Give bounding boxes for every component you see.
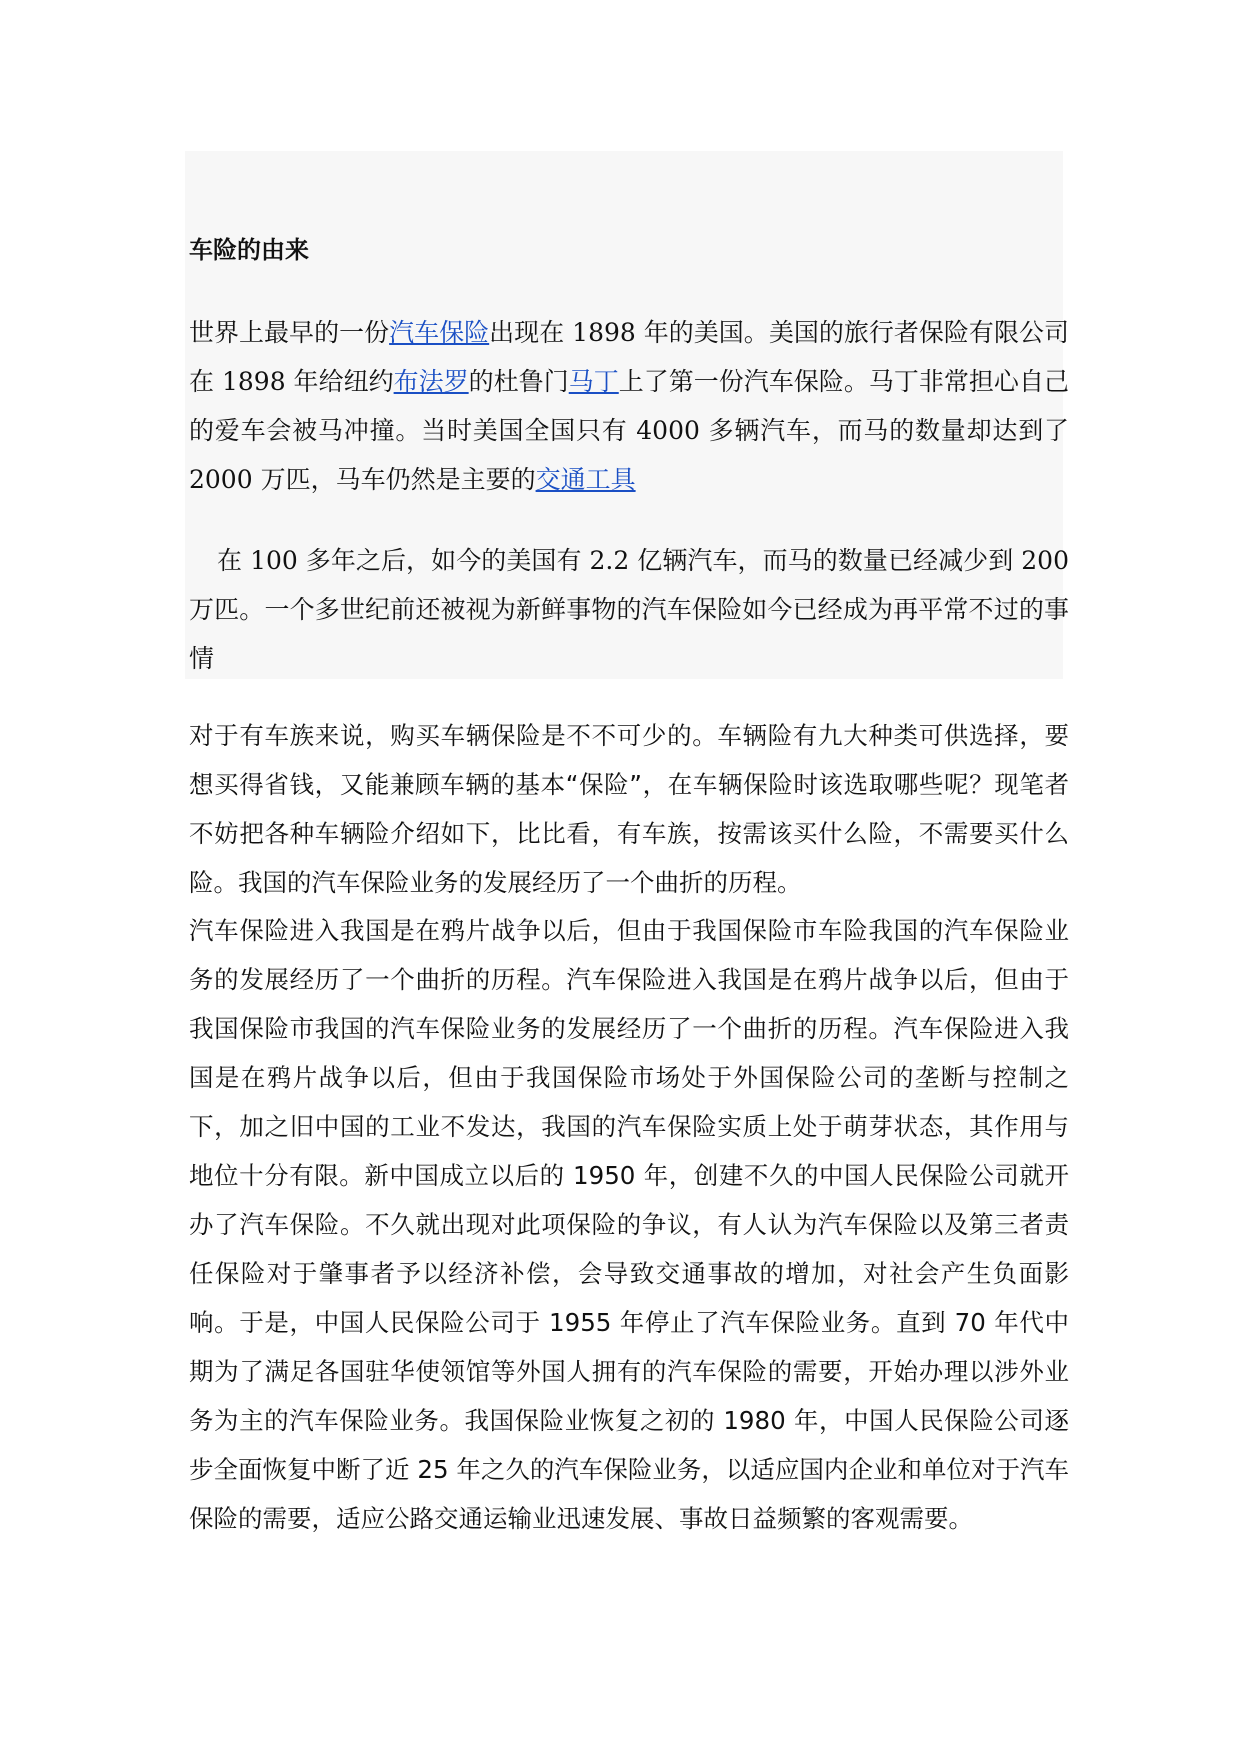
p1-text-3: 的杜鲁门 bbox=[468, 367, 569, 396]
link-buffalo[interactable]: 布法罗 bbox=[393, 367, 469, 396]
p1-text-4: 上了第一份汽车保险。马丁非常担心自己的爱车会被马冲撞。当时美国全国只有 4000 多辆汽车，而马的数量却达到了 2000 万匹，马车仍然是主要的 bbox=[189, 367, 1069, 494]
link-transportation[interactable]: 交通工具 bbox=[535, 465, 636, 494]
history-paragraph-2: 在 100 多年之后，如今的美国有 2.2 亿辆汽车，而马的数量已经减少到 200 万匹。一个多世纪前还被视为新鲜事物的汽车保险如今已经成为再平常不过的事情 bbox=[189, 546, 1069, 673]
link-auto-insurance[interactable]: 汽车保险 bbox=[389, 318, 490, 347]
history-paragraph bbox=[189, 308, 1069, 504]
link-martin[interactable]: 马丁 bbox=[568, 367, 619, 396]
section-heading: 车险的由来 bbox=[189, 236, 309, 264]
intro-paragraph: 对于有车族来说，购买车辆保险是不不可少的。车辆险有九大种类可供选择，要想买得省钱，又能兼顾车辆的基本“保险”，在车辆保险时该选取哪些呢？现笔者不妨把各种车辆险介绍如下，比比看，有车族，按需该买什么险，不需要买什么险。我国的汽车保险业务的发展经历了一个曲折的历程。 bbox=[189, 721, 1069, 897]
p1-text-2: 出现在 1898 年的美国。美国的旅行者保险有限公司在 1898 年给纽约 bbox=[189, 318, 1069, 396]
p1-text-1: 世界上最早的一份 bbox=[189, 318, 390, 347]
development-paragraph: 汽车保险进入我国是在鸦片战争以后，但由于我国保险市车险我国的汽车保险业务的发展经历了一个曲折的历程。汽车保险进入我国是在鸦片战争以后，但由于我国保险市我国的汽车保险业务的发展经历了一个曲折的历程。汽车保险进入我国是在鸦片战争以后，但由于我国保险市场处于外国保险公司的垄断与控制之下，加之旧中国的工业不发达，我国的汽车保险实质上处于萌芽状态，其作用与地位十分有限。新中国成立以后的 1950 年，创建不久的中国人民保险公司就开办了汽车保险。不久就出现对此项保险的争议，有人认为汽车保险以及第三者责任保险对于肇事者予以经济补偿，会导致交通事故的增加，对社会产生负面影响。于是，中国人民保险公司于 1955 年停止了汽车保险业务。直到 70 年代中期为了满足各国驻华使领馆等外国人拥有的汽车保险的需要，开始办理以涉外业务为主的汽车保险业务。我国保险业恢复之初的 1980 年，中国人民保险公司逐步全面恢复中断了近 25 年之久的汽车保险业务，以适应国内企业和单位对于汽车保险的需要，适应公路交通运输业迅速发展、事故日益频繁的客观需要。 bbox=[189, 916, 1069, 1533]
